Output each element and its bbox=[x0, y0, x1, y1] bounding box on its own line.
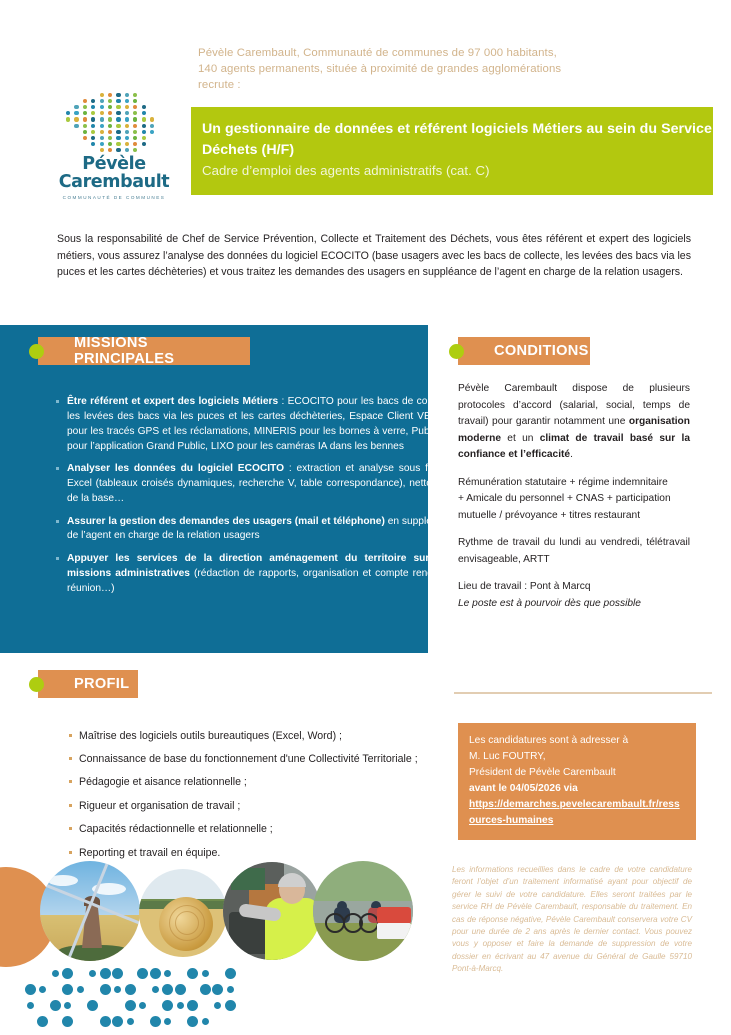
job-title-banner bbox=[191, 107, 713, 195]
conditions-schedule: Rythme de travail du lundi au vendredi, télétravail envisageable, ARTT bbox=[458, 537, 690, 565]
job-grade: Cadre d’emploi des agents administratifs (cat. C) bbox=[202, 163, 490, 179]
dotted-map-icon bbox=[64, 92, 164, 154]
hay-field-photo bbox=[139, 869, 227, 957]
dot-pattern-decoration bbox=[0, 964, 230, 1035]
profil-item: Reporting et travail en équipe. bbox=[68, 846, 468, 860]
intro-line-2: 140 agents permanents, située à proximité de grandes agglomérations bbox=[198, 63, 562, 76]
missions-section-header bbox=[38, 337, 250, 365]
application-link[interactable]: https://demarches.pevelecarembault.fr/ressources-humaines bbox=[469, 798, 680, 826]
profil-section-header bbox=[38, 670, 138, 698]
conditions-pay-line-2: + Amicale du personnel + CNAS + participation bbox=[458, 493, 671, 505]
mission-item bbox=[54, 552, 454, 596]
job-title: Un gestionnaire de données et référent logiciels Métiers au sein du Service Déchets (H/F) bbox=[202, 121, 712, 158]
mission-item-title: Appuyer les services de la direction aménagement du territoire sur des missions administratives bbox=[67, 553, 454, 579]
intro-line-3: recrute : bbox=[198, 79, 241, 92]
profil-list bbox=[28, 729, 468, 869]
profil-item: Connaissance de base du fonctionnement d'une Collectivité Territoriale ; bbox=[68, 752, 468, 766]
windmill-photo bbox=[40, 861, 140, 961]
mission-item bbox=[54, 395, 454, 454]
missions-list bbox=[14, 395, 454, 604]
application-contact-role: Président de Pévèle Carembault bbox=[469, 766, 616, 778]
profil-item: Rigueur et organisation de travail ; bbox=[68, 799, 468, 813]
job-summary-paragraph: Sous la responsabilité de Chef de Service Prévention, Collecte et Traitement des Déchets, vous êtes référent et expert des logiciels métiers, vous assurez l’analyse des données du logiciel ECOCITO (base usagers avec les bacs de collecte, les levées des bacs via les puces et les cartes déchèteries) et vous traitez les demandes des usagers en suppléance de l’agent en charge de la relation usagers. bbox=[57, 233, 691, 279]
conditions-availability: Le poste est à pourvoir dès que possible bbox=[458, 597, 641, 609]
logo-name-line2: Carembault bbox=[58, 171, 170, 192]
missions-heading-label: MISSIONS PRINCIPALES bbox=[74, 335, 175, 367]
section-divider bbox=[454, 692, 712, 694]
conditions-body bbox=[458, 381, 690, 623]
conditions-pay-line-3: mutuelle / prévoyance + titres restaurant bbox=[458, 509, 641, 521]
gdpr-notice: Les informations recueillies dans le cadre de votre candidature feront l’objet d’un traitement informatisé ayant pour objectif de gérer le suivi de votre candidature. Elles seront traitées par le service RH de Pévèle Carembault, responsable du traitement. En cas de réponse négative, Pévèle Carembault conservera votre CV pour une durée de 2 ans après le dernier contact. Vous pouvez vous y opposer et faire la demande de suppression de votre dossier en écrivant au 47 avenue du Général de Gaulle 59710 Pont-à-Marcq. bbox=[452, 865, 692, 973]
mission-item-detail: (rédaction de rapports, organisation et compte rendu de réunion…) bbox=[67, 568, 455, 594]
mission-item-title: Analyser les données du logiciel ECOCITO bbox=[67, 463, 285, 475]
waste-worker-photo bbox=[223, 862, 321, 960]
conditions-location: Lieu de travail : Pont à Marcq bbox=[458, 581, 591, 593]
conditions-pay-line-1: Rémunération statutaire + régime indemnitaire bbox=[458, 476, 668, 488]
logo-name-line1: Pévèle bbox=[82, 154, 146, 174]
conditions-section-header bbox=[458, 337, 590, 365]
mission-item-detail: : ECOCITO pour les bacs de collecte, les levées des bacs via les puces et les cartes déchèteries, Espace Client VEOLIA pour les tracés GPS et les réclamations, MINERIS pour les bornes à verre, Publidata pour l’application Grand Public, LIXO pour les caméras IA dans les bennes bbox=[67, 396, 454, 452]
mission-item-detail: en suppléance de l’agent en charge de la relation usagers bbox=[67, 515, 454, 542]
profil-item: Capacités rédactionnelle et relationnelle ; bbox=[68, 822, 468, 836]
intro-text bbox=[198, 45, 628, 94]
conditions-heading-label: CONDITIONS bbox=[494, 343, 589, 359]
mission-item-detail: : extraction et analyse sous format Excel (tableaux croisés dynamiques, recherche V, table correspondance), nettoyage de la base… bbox=[67, 463, 454, 504]
profil-heading-label: PROFIL bbox=[74, 676, 130, 692]
bullet-dot-icon bbox=[29, 677, 44, 692]
conditions-paragraph-1: Pévèle Carembault dispose de plusieurs protocoles d’accord (salarial, social, temps de travail) pour garantir notamment une organisation moderne et un climat de travail basé sur la confiance et l’efficacité. bbox=[458, 383, 690, 461]
application-deadline: avant le 04/05/2026 via bbox=[469, 782, 578, 794]
bullet-dot-icon bbox=[449, 344, 464, 359]
cyclists-photo bbox=[313, 861, 413, 961]
profil-item: Maîtrise des logiciels outils bureautiques (Excel, Word) ; bbox=[68, 729, 468, 743]
mission-item bbox=[54, 462, 454, 506]
bullet-dot-icon bbox=[29, 344, 44, 359]
logo bbox=[48, 92, 180, 210]
application-line-1: Les candidatures sont à adresser à bbox=[469, 735, 629, 746]
logo-subtitle: COMMUNAUTÉ DE COMMUNES bbox=[62, 194, 166, 200]
mission-item-title: Être référent et expert des logiciels Métiers bbox=[67, 396, 279, 408]
mission-item bbox=[54, 515, 454, 545]
application-box bbox=[458, 723, 696, 840]
application-contact-name: M. Luc FOUTRY, bbox=[469, 750, 546, 762]
mission-item-title: Assurer la gestion des demandes des usagers (mail et téléphone) bbox=[67, 515, 385, 527]
intro-line-1: Pévèle Carembault, Communauté de communes de 97 000 habitants, bbox=[198, 47, 557, 59]
profil-item: Pédagogie et aisance relationnelle ; bbox=[68, 775, 468, 789]
